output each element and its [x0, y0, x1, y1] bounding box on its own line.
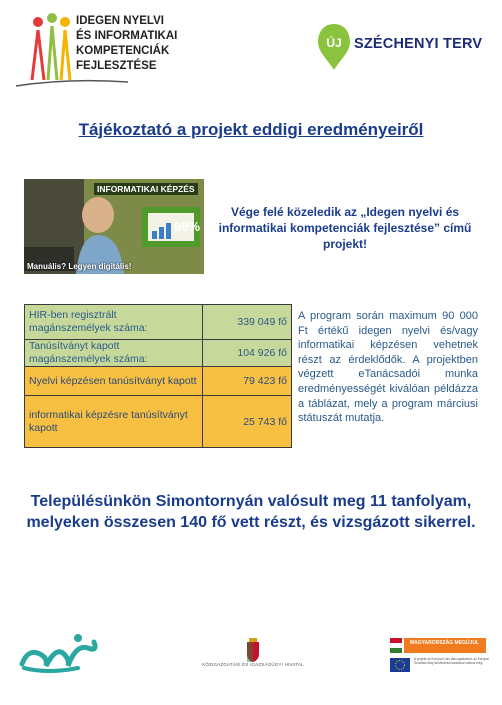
stats-table: [24, 304, 292, 448]
stat-value: 25 743 fő: [203, 396, 292, 448]
stat-label: HIR-ben regisztrált magánszemélyek száma:: [25, 305, 203, 340]
nifi-logo-icon: [18, 628, 102, 674]
informatikai-kepzes-banner: [24, 179, 204, 274]
table-row: [25, 340, 292, 367]
szechenyi-uj-badge-icon: [316, 22, 352, 72]
table-row: [25, 396, 292, 448]
table-row: [25, 305, 292, 340]
stat-label: Nyelvi képzésen tanúsítványt kapott: [25, 367, 203, 396]
szechenyi-terv-logo-text: SZÉCHENYI TERV: [354, 36, 483, 52]
eu-support-text: A projekt az Európai Unió támogatásával, az Európai Szociális Alap társfinanszírozásával valósul meg.: [414, 657, 489, 665]
banner-caption: Manuális? Legyen digitális!: [27, 262, 132, 271]
hir-logo-line: FEJLESZTÉSE: [76, 60, 157, 72]
stat-value: 104 926 fő: [203, 340, 292, 367]
page-title: Tájékoztató a projekt eddigi eredményeiről: [78, 120, 424, 139]
uj-badge-text: ÚJ: [326, 36, 342, 50]
hir-logo-text: [76, 14, 177, 74]
stat-value: 79 423 fő: [203, 367, 292, 396]
banner-heading: INFORMATIKAI KÉPZÉS: [94, 183, 198, 195]
stat-label: informatikai képzésre tanúsítványt kapott: [25, 396, 203, 448]
table-row: [25, 367, 292, 396]
results-summary: Településünkön Simontornyán valósult meg 11 tanfolyam, melyeken összesen 140 fő vett részt, és vizsgázott sikerrel.: [26, 493, 476, 531]
hir-logo-line: IDEGEN NYELVI: [76, 15, 164, 27]
stat-value: 339 049 fő: [203, 305, 292, 340]
banner-badge: 98%: [174, 219, 201, 234]
program-description: A program során maximum 90 000 Ft értékű idegen nyelvi és/vagy informatikai képzésen vehetnek részt az érdeklődők. A projektben végzett eTanácsadói munka eredményességét kiválóan példázza a táblázat, mely a program márciusi státuszát mutatja.: [298, 310, 478, 425]
hir-logo-line: ÉS INFORMATIKAI: [76, 30, 178, 42]
hir-logo-line: KOMPETENCIÁK: [76, 45, 170, 57]
kormany-office-text: KÖZIGAZGATÁSI ÉS IGAZSÁGÜGYI HIVATAL: [202, 662, 304, 667]
stat-label: Tanúsítványt kapott magánszemélyek száma:: [25, 340, 203, 367]
magyarorszag-megujul-label: MAGYARORSZÁG MEGÚJUL: [410, 640, 479, 646]
intro-text: Vége felé közeledik az „Idegen nyelvi és informatikai kompetenciák fejlesztése” című projekt!: [218, 205, 472, 251]
coat-of-arms-icon: [198, 638, 308, 678]
